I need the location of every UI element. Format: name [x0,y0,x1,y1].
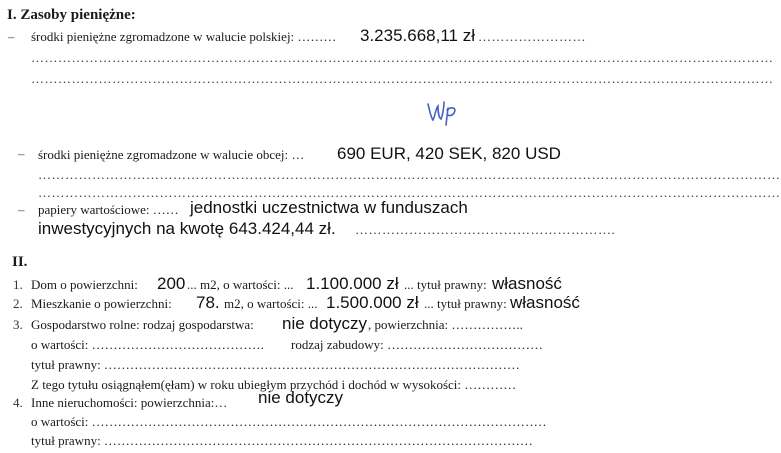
section-1-heading: I. Zasoby pieniężne: [7,7,136,23]
securities-value-line1: jednostki uczestnictwa w funduszach [190,198,468,217]
blank-line: ………………………………………………………………………………………………………………………………………………… [31,71,774,86]
blank-line: ………………………………………………………………………………………………………………………………………………… [38,167,781,182]
house-value-label: ... m2, o wartości: ... [187,277,294,292]
bullet-dash: – [18,146,25,161]
section-2-heading: II. [12,254,28,270]
apartment-label: Mieszkanie o powierzchni: [31,296,172,311]
house-value: 1.100.000 zł [306,274,399,293]
item-number: 3. [13,317,23,332]
other-property-label: Inne nieruchomości: powierzchnia:… [31,395,228,410]
house-title: własność [492,274,562,293]
apartment-title: własność [510,293,580,312]
other-property-value: nie dotyczy [258,388,344,407]
farm-area-label: , powierzchnia: …………….. [368,317,523,332]
pln-funds-label: środki pieniężne zgromadzone w walucie polskiej: ……… [31,29,337,44]
farm-income-label: Z tego tytułu osiągnąłem(ęłam) w roku ubiegłym przychód i dochód w wysokości: ………… [31,377,517,392]
foreign-funds-label: środki pieniężne zgromadzone w walucie obcej: … [38,147,305,162]
farm-type-value: nie dotyczy [282,314,368,333]
bullet-dash: – [18,202,25,217]
pln-funds-trail: …………………… [478,29,586,44]
farm-value-label: o wartości: …………………………………. [31,337,264,352]
foreign-funds-value: 690 EUR, 420 SEK, 820 USD [337,144,561,163]
pln-funds-value: 3.235.668,11 zł [360,26,475,45]
item-number: 1. [13,277,23,292]
item-number: 2. [13,296,23,311]
handwritten-initials [426,98,462,126]
apartment-area: 78. [196,293,220,312]
apartment-value-label: m2, o wartości: ... [224,296,318,311]
blank-line: ………………………………………………………………………………………………………………………………………………… [31,50,774,65]
blank-line: …………………………………………………. [355,222,616,237]
securities-value-line2: inwestycyjnych na kwotę 643.424,44 zł. [38,219,336,238]
other-title-label: tytuł prawny: ……………………………………………………………………………………… [31,433,533,448]
blank-line: ………………………………………………………………………………………………………………………………………………… [38,185,781,200]
item-number: 4. [13,395,23,410]
securities-label: papiery wartościowe: …… [38,202,179,217]
apartment-title-label: ... tytuł prawny: [424,296,507,311]
farm-label: Gospodarstwo rolne: rodzaj gospodarstwa: [31,317,254,332]
apartment-value: 1.500.000 zł [326,293,419,312]
house-label: Dom o powierzchni: [31,277,138,292]
house-title-label: ... tytuł prawny: [404,277,487,292]
farm-building-label: rodzaj zabudowy: ……………………………… [291,337,544,352]
bullet-dash: – [8,29,15,44]
house-area: 200 [157,274,186,293]
farm-title-label: tytuł prawny: …………………………………………………………………………………… [31,357,520,372]
other-value-label: o wartości: …………………………………………………………………………………………… [31,414,547,429]
